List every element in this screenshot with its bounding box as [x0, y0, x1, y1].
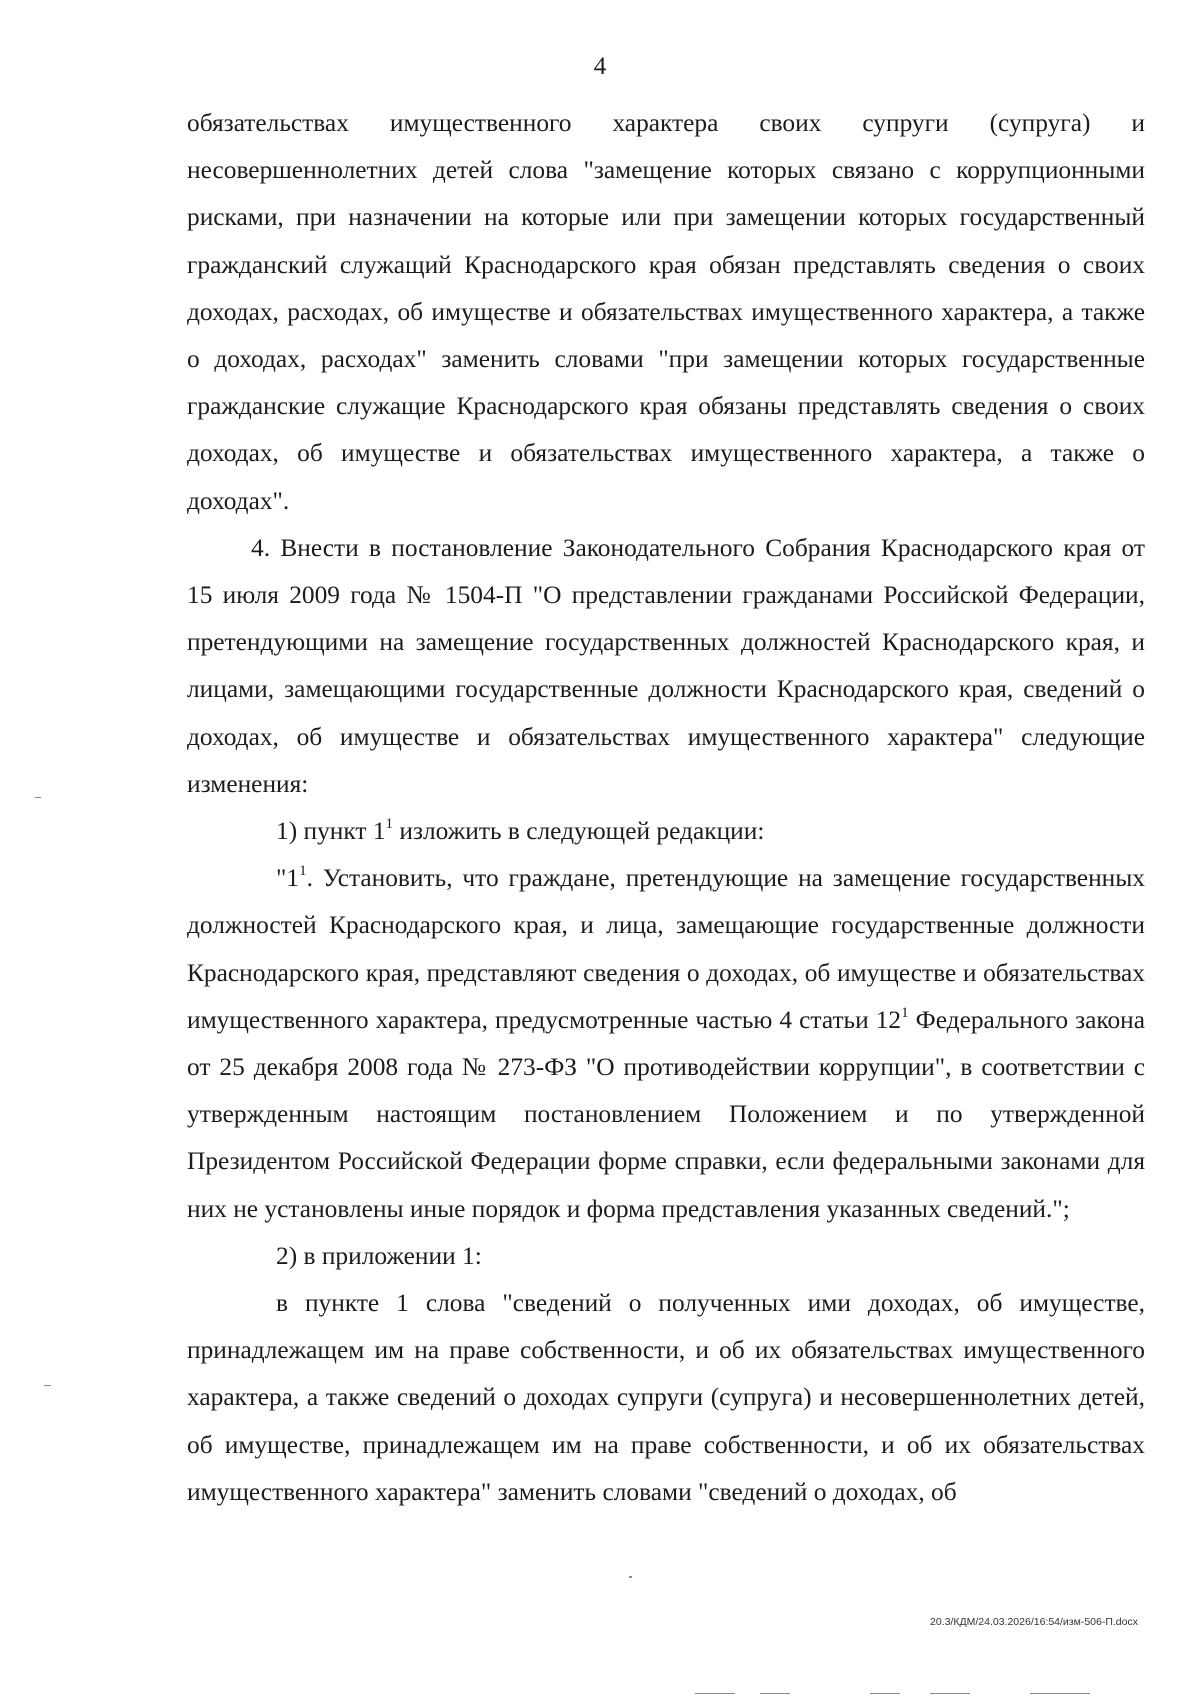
paragraph-quoted-rule: [187, 855, 1145, 1233]
scan-mark: [1030, 1693, 1090, 1694]
paragraph-continuation: обязательствах имущественного характера своих супруги (супруга) и несовершеннолетних детей слова "замещение которых связано с коррупционными рисками, при назначении на которые или при замещении которых государственный гражданский служащий Краснодарского края обязан представлять сведения о своих доходах, расходах, об имуществе и обязательствах имущественного характера, а также о доходах, расходах" заменить словами "при замещении которых государственные гражданские служащие Краснодарского края обязаны представлять сведения о своих доходах, об имуществе и обязательствах имущественного характера, а также о доходах".: [187, 109, 1145, 515]
superscript: 1: [901, 1004, 909, 1021]
paragraph-appendix-changes: в пункте 1 слова "сведений о полученных ими доходах, об имуществе, принадлежащем им на праве собственности, и об их обязательствах имущественного характера, а также сведений о доходах супруги (супруга) и несовершеннолетних детей, об имуществе, принадлежащем им на праве собственности, и об их обязательствах имущественного характера" заменить словами "сведений о доходах, об: [187, 1289, 1145, 1506]
subitem-1-text-a: 1) пункт 1: [276, 817, 386, 846]
scan-mark: [870, 1693, 900, 1694]
scan-mark: [44, 1385, 51, 1386]
subitem-1-text-b: изложить в следующей редакции:: [393, 817, 765, 846]
quoted-rule-text-b: . Установить, что граждане, претендующие на замещение государственных должностей Краснодарского края, и лица, замещающие государственные должности Краснодарского края, представляют сведения о доходах, об имуществе и обязательствах имущественного характера, предусмотренные частью 4 статьи 12: [187, 864, 1145, 1034]
superscript: 1: [299, 863, 307, 880]
document-body: [187, 100, 1145, 1516]
paragraph-subitem-2: 2) в приложении 1:: [276, 1241, 482, 1270]
paragraph-subitem-1: [187, 808, 1145, 855]
file-stamp: 20.3/КДМ/24.03.2026/16:54/изм-506-П.docx: [930, 1616, 1138, 1628]
paragraph-item-4: 4. Внести в постановление Законодательного Собрания Краснодарского края от 15 июля 2009 года № 1504-П "О представлении гражданами Российской Федерации, претендующими на замещение государственных должностей Краснодарского края, и лицами, замещающими государственные должности Краснодарского края, сведений о доходах, об имуществе и обязательствах имущественного характера" следующие изменения:: [187, 533, 1145, 798]
scan-mark: [35, 797, 41, 798]
scan-mark: [930, 1693, 970, 1694]
scan-mark: [760, 1693, 790, 1694]
quoted-rule-text-a: "1: [276, 864, 300, 893]
quoted-rule-text-c: Федерального закона от 25 декабря 2008 года № 273-ФЗ "О противодействии коррупции", в соответствии с утвержденным настоящим постановлением Положением и по утвержденной Президентом Российской Федерации форме справки, если федеральными законами для них не установлены иные порядок и форма представления указанных сведений.";: [187, 1005, 1145, 1223]
superscript: 1: [385, 816, 394, 833]
scan-mark: [695, 1693, 735, 1694]
scan-dot: [629, 1576, 632, 1578]
page-number: 4: [593, 53, 607, 80]
